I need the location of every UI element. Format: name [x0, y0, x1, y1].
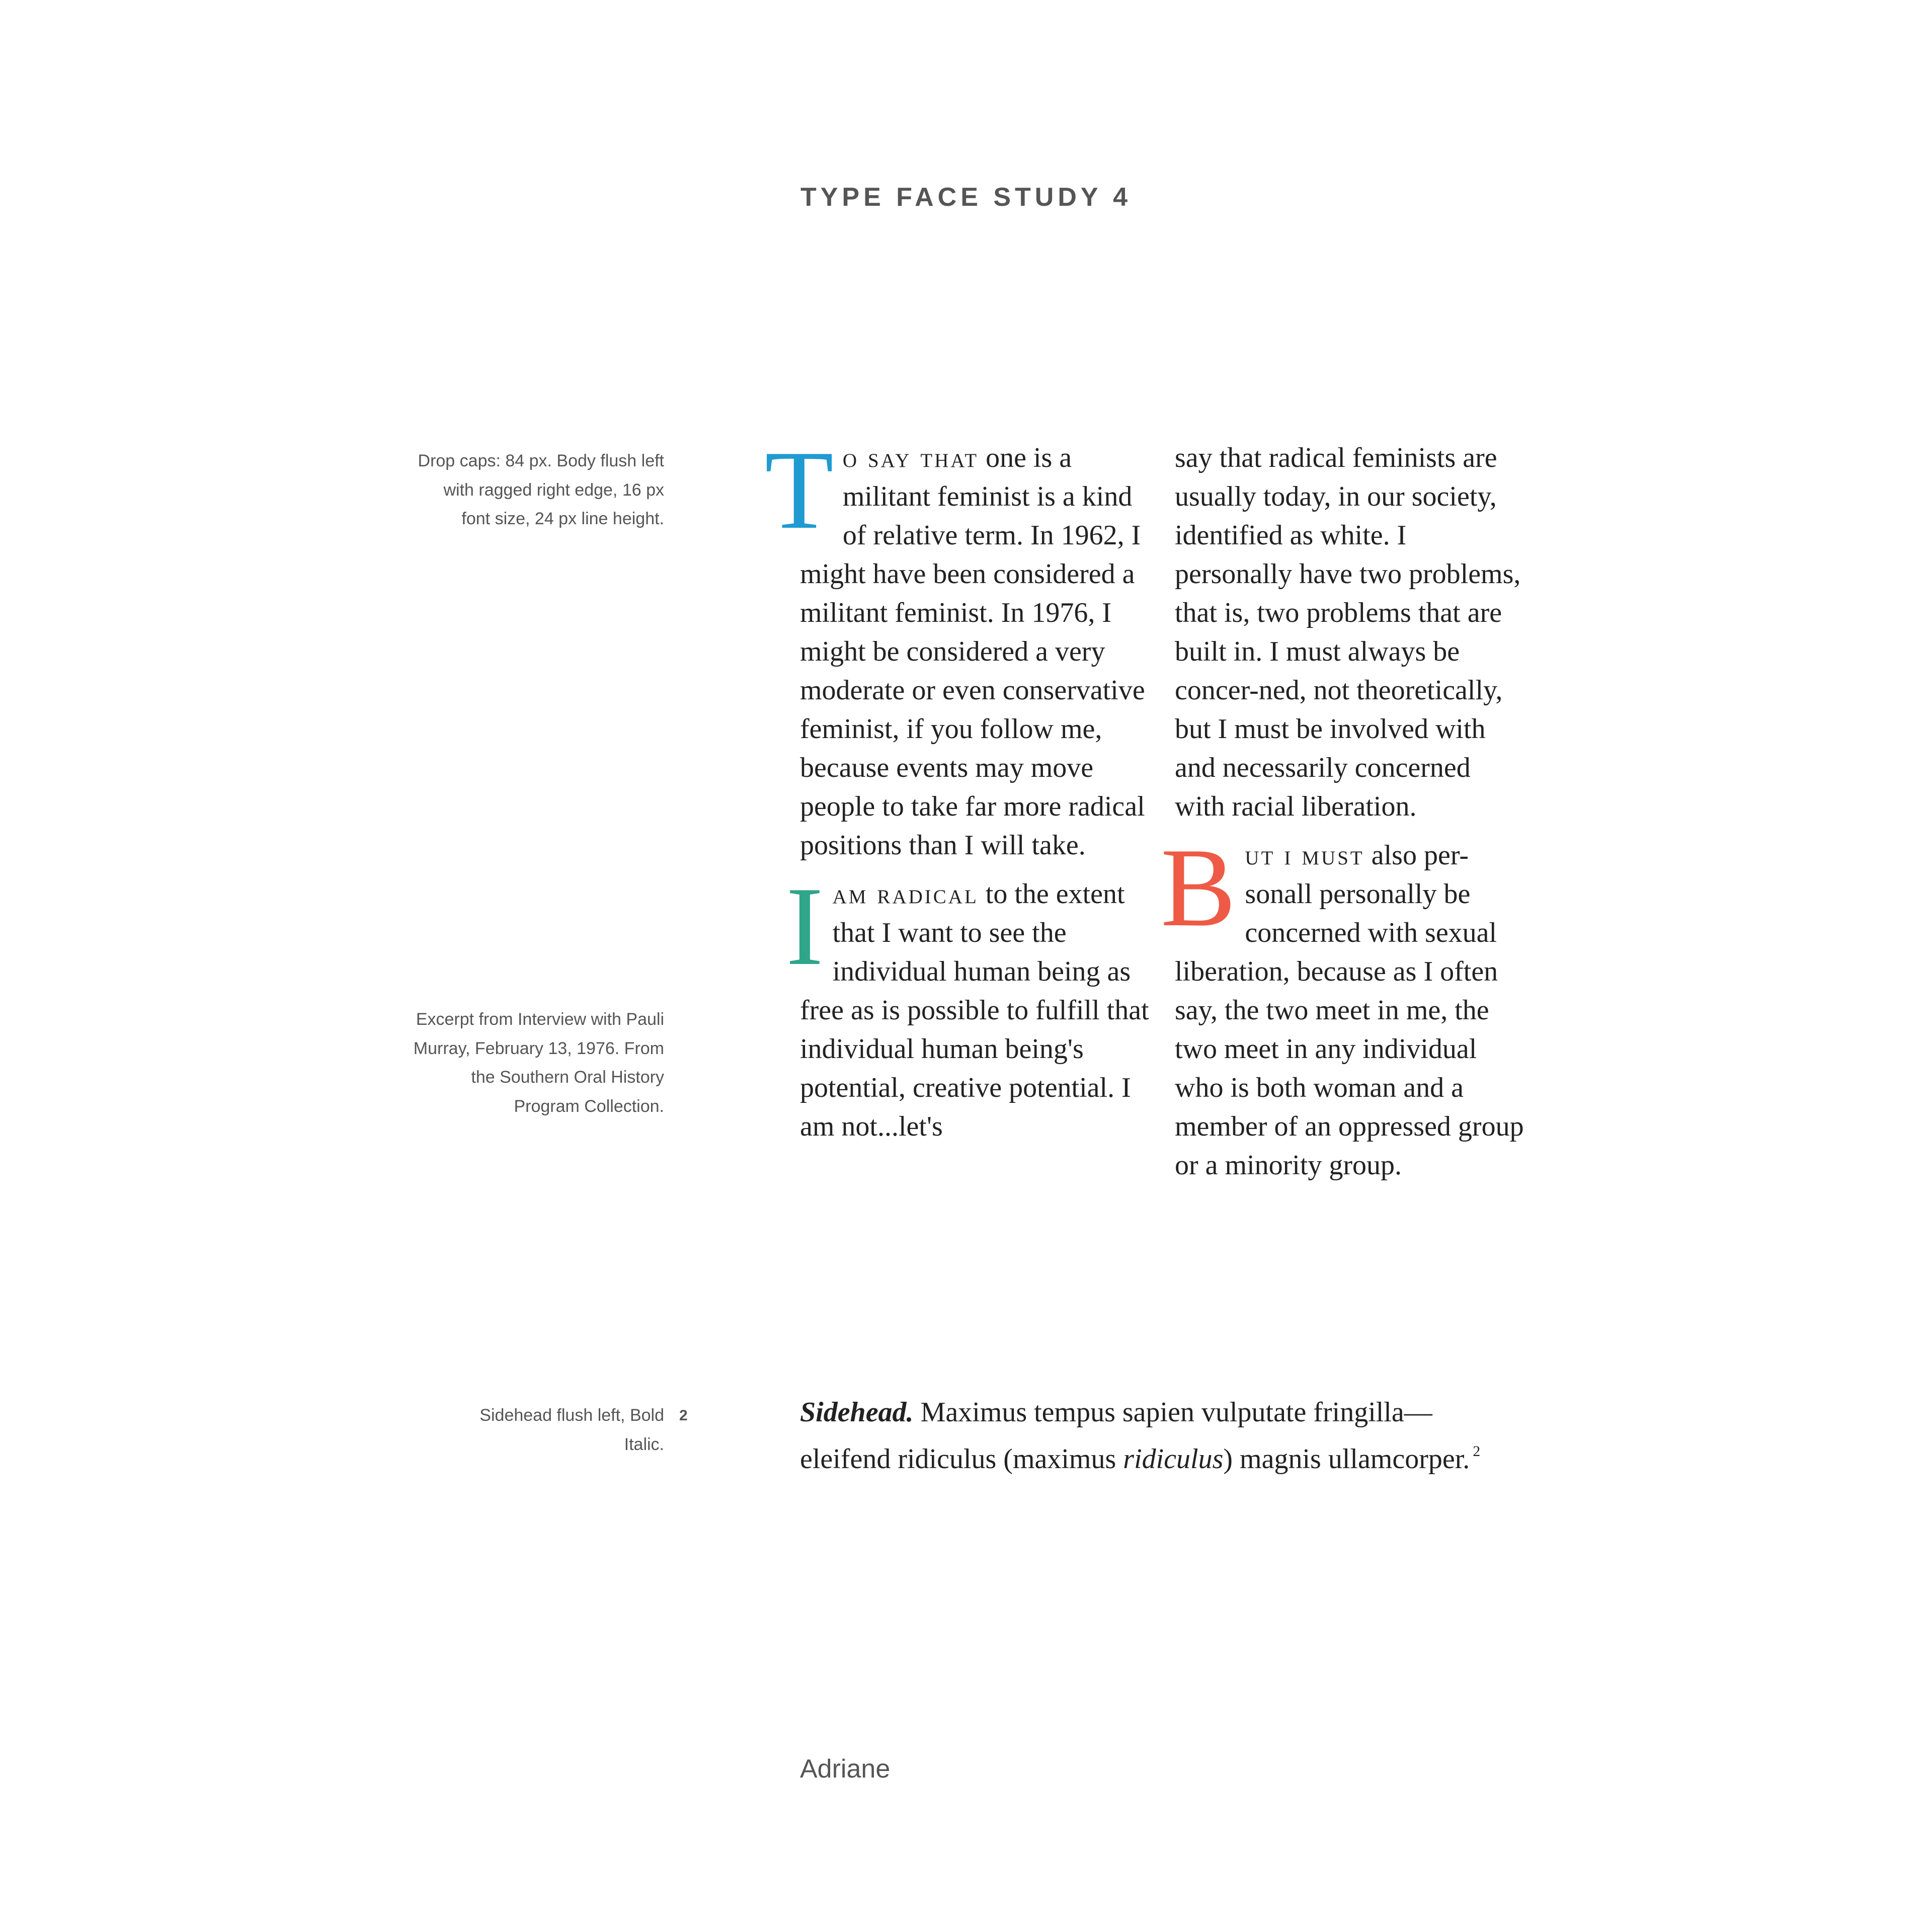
- paragraph-4-lead-in: ut i must: [1245, 840, 1364, 871]
- body-column-right: [1161, 439, 1527, 1185]
- sidehead-paragraph: [800, 1393, 1504, 1479]
- page-title: TYPE FACE STUDY 4: [800, 183, 1132, 212]
- paragraph-2-lead-in: am radical: [832, 878, 979, 910]
- paragraph-4-text: also per-sonall personally be concerned with sexual liberation, because as I often say, the two meet in me, the two meet in any individual who is both woman and a member of an oppressed group or a minority group.: [1175, 840, 1524, 1181]
- sidehead-text-after: ) magnis ullamcorper.: [1223, 1443, 1470, 1475]
- drop-cap-i: I: [786, 864, 824, 989]
- paragraph-4: [1161, 825, 1527, 1185]
- typeface-name: Adriane: [800, 1754, 891, 1784]
- paragraph-3: [1175, 439, 1527, 826]
- excerpt-source-note: Excerpt from Interview with Pauli Murray, February 13, 1976. From the Southern Oral History Program Collection.: [413, 1010, 664, 1116]
- sidehead-note: Sidehead flush left, Bold Italic.: [479, 1406, 664, 1454]
- body-column-left: [765, 428, 1152, 1146]
- paragraph-2-text: to the extent that I want to see the individual human being as free as is possible to fulfill that individual human being's potential, creative potential. I am not...let's: [800, 878, 1149, 1142]
- drop-caps-note: Drop caps: 84 px. Body flush left with ragged right edge, 16 px font size, 24 px line height.: [418, 451, 664, 528]
- footnote-marker: 2: [1473, 1443, 1481, 1460]
- paragraph-3-text: say that radical feminists are usually today, in our society, identified as white. I personally have two problems, that is, two problems that are built in. I must always be concer-ned, not theoretically, but I must be involved with and necessarily concerned with racial liberation.: [1175, 442, 1521, 822]
- paragraph-2: [786, 864, 1152, 1146]
- drop-cap-b: B: [1161, 825, 1236, 950]
- note-number: 2: [679, 1407, 688, 1424]
- paragraph-1-lead-in: o say that: [842, 442, 979, 473]
- sidehead-label: Sidehead.: [800, 1397, 914, 1428]
- sidehead-italic-word: ridiculus: [1123, 1443, 1224, 1475]
- paragraph-1-text: one is a militant feminist is a kind of relative term. In 1962, I might have been considered a militant feminist. In 1976, I might be considered a very moderate or even conservative feminist, if you follow me, because events may move people to take far more radical positions than I will take.: [800, 442, 1145, 861]
- paragraph-1: [765, 428, 1152, 865]
- drop-cap-t: T: [765, 428, 834, 552]
- sidehead-text-before: Maximus tempus sapien vulputate fringilla—eleifend ridiculus (maximus: [800, 1397, 1432, 1475]
